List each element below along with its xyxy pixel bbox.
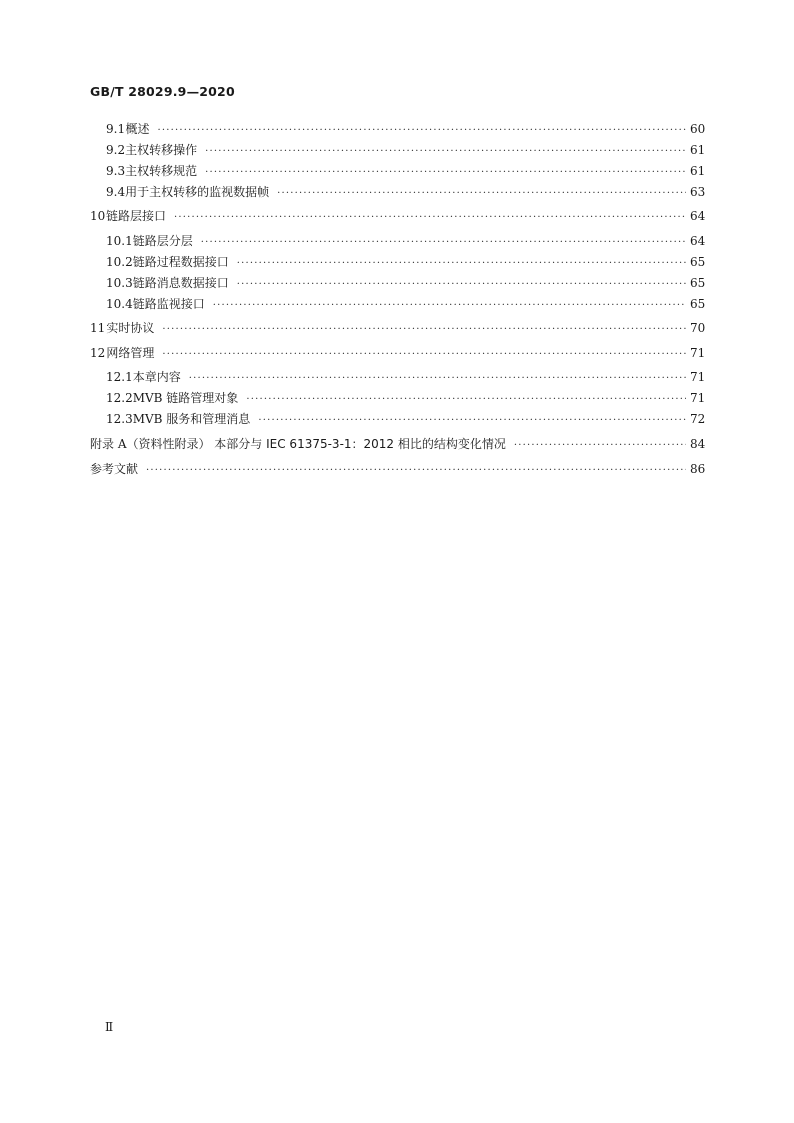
toc-leader-dots xyxy=(201,235,686,251)
toc-title: 链路层分层 xyxy=(132,234,193,248)
toc-title: 概述 xyxy=(125,122,150,136)
toc-title: 参考文献 xyxy=(90,462,139,476)
toc-entry-10-3[interactable] xyxy=(106,275,704,293)
document-header: GB/T 28029.9—2020 xyxy=(90,84,235,99)
toc-entry-9-4[interactable] xyxy=(106,184,704,202)
toc-title: 主权转移规范 xyxy=(125,164,198,178)
toc-entry-12-1[interactable] xyxy=(106,369,704,387)
toc-leader-dots xyxy=(162,347,686,363)
toc-title: 链路过程数据接口 xyxy=(132,255,229,269)
toc-page-number: 71 xyxy=(690,370,706,384)
toc-entry-appendix-a[interactable] xyxy=(90,436,704,454)
toc-entry-bibliography[interactable] xyxy=(90,461,704,479)
toc-leader-dots xyxy=(205,165,686,181)
toc-title: 链路层接口 xyxy=(105,209,166,223)
toc-page-number: 65 xyxy=(690,255,706,269)
toc-title: 本章内容 xyxy=(132,370,181,384)
toc-title: 用于主权转移的监视数据帧 xyxy=(125,185,270,199)
toc-page-number: 84 xyxy=(690,437,706,451)
toc-title: 链路监视接口 xyxy=(132,297,205,311)
toc-entry-11[interactable] xyxy=(90,320,704,338)
toc-page-number: 64 xyxy=(690,234,706,248)
toc-page-number: 72 xyxy=(690,412,706,426)
toc-leader-dots xyxy=(213,298,686,314)
toc-leader-dots xyxy=(146,463,686,479)
toc-leader-dots xyxy=(277,186,686,202)
toc-number: 12.3 xyxy=(106,412,133,426)
toc-leader-dots xyxy=(237,277,686,293)
toc-page-number: 61 xyxy=(690,164,706,178)
toc-entry-10[interactable] xyxy=(90,208,704,226)
toc-page-number: 71 xyxy=(690,346,706,360)
toc-page-number: 86 xyxy=(690,462,706,476)
toc-number: 10.2 xyxy=(106,255,133,269)
toc-entry-9-2[interactable] xyxy=(106,142,704,160)
toc-page-number: 65 xyxy=(690,276,706,290)
toc-entry-12[interactable] xyxy=(90,345,704,363)
toc-title: （资料性附录） 本部分与 IEC 61375-3-1：2012 相比的结构变化情况 xyxy=(126,437,506,451)
toc-page-number: 61 xyxy=(690,143,706,157)
toc-title: 网络管理 xyxy=(106,346,155,360)
toc-entry-9-1[interactable] xyxy=(106,121,704,139)
toc-title: MVB 链路管理对象 xyxy=(132,391,239,405)
toc-number: 10.3 xyxy=(106,276,133,290)
toc-leader-dots xyxy=(237,256,686,272)
toc-page-number: 71 xyxy=(690,391,706,405)
toc-number: 11 xyxy=(90,321,106,335)
toc-number: 10 xyxy=(90,209,106,223)
toc-entry-10-4[interactable] xyxy=(106,296,704,314)
toc-title: 主权转移操作 xyxy=(125,143,198,157)
table-of-contents xyxy=(0,0,794,500)
toc-number: 12.2 xyxy=(106,391,133,405)
toc-entry-9-3[interactable] xyxy=(106,163,704,181)
toc-leader-dots xyxy=(205,144,686,160)
toc-page-number: 60 xyxy=(690,122,706,136)
toc-entry-10-1[interactable] xyxy=(106,233,704,251)
toc-entry-12-2[interactable] xyxy=(106,390,704,408)
toc-page-number: 65 xyxy=(690,297,706,311)
toc-number: 9.1 xyxy=(106,122,126,136)
toc-page-number: 70 xyxy=(690,321,706,335)
toc-page-number: 63 xyxy=(690,185,706,199)
toc-title: 链路消息数据接口 xyxy=(132,276,229,290)
toc-page-number: 64 xyxy=(690,209,706,223)
toc-number: 9.3 xyxy=(106,164,126,178)
toc-number: 附录 A xyxy=(90,437,127,451)
toc-entry-12-3[interactable] xyxy=(106,411,704,429)
toc-title: MVB 服务和管理消息 xyxy=(132,412,251,426)
toc-leader-dots xyxy=(158,123,686,139)
toc-leader-dots xyxy=(162,322,686,338)
toc-number: 9.4 xyxy=(106,185,126,199)
toc-leader-dots xyxy=(514,438,686,454)
toc-leader-dots xyxy=(174,210,686,226)
toc-number: 10.4 xyxy=(106,297,133,311)
toc-entry-10-2[interactable] xyxy=(106,254,704,272)
toc-leader-dots xyxy=(189,371,686,387)
toc-number: 10.1 xyxy=(106,234,133,248)
toc-title: 实时协议 xyxy=(106,321,155,335)
toc-number: 9.2 xyxy=(106,143,126,157)
page-numeral: Ⅱ xyxy=(105,1020,114,1034)
toc-leader-dots xyxy=(246,392,686,408)
toc-number: 12.1 xyxy=(106,370,133,384)
toc-number: 12 xyxy=(90,346,106,360)
toc-leader-dots xyxy=(258,413,686,429)
